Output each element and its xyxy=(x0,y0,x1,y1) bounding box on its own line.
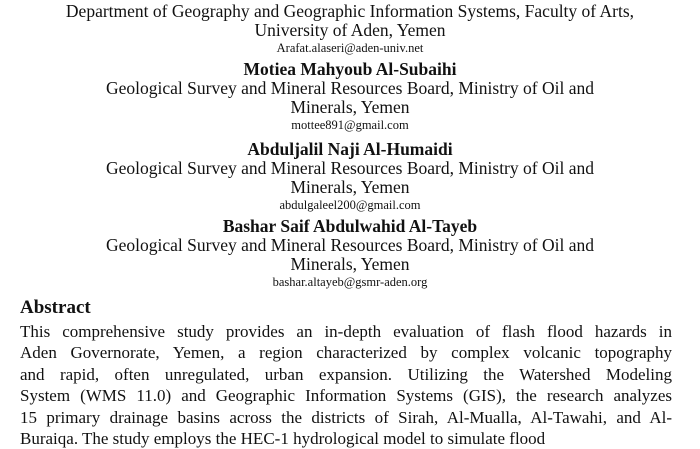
abstract-line: 15 primary drainage basins across the districts of Sirah, Al-Mualla, Al-Tawahi, and Al- xyxy=(20,407,672,427)
affiliation-block-4 xyxy=(0,216,700,289)
author-name: Abduljalil Naji Al-Humaidi xyxy=(247,139,453,159)
affiliation-line: Department of Geography and Geographic Information Systems, Faculty of Arts, xyxy=(65,1,635,21)
abstract-line: and rapid, often unregulated, urban expansion. Utilizing the Watershed Modeling xyxy=(20,364,672,384)
affiliation-block-1 xyxy=(0,2,700,55)
affiliation-line: Minerals, Yemen xyxy=(290,254,410,274)
abstract-line: System (WMS 11.0) and Geographic Information Systems (GIS), the research analyzes xyxy=(20,386,672,406)
affiliation-line: University of Aden, Yemen xyxy=(254,20,446,40)
author-name: Bashar Saif Abdulwahid Al-Tayeb xyxy=(222,216,478,236)
affiliation-block-3 xyxy=(0,139,700,212)
affiliation-line: Geological Survey and Mineral Resources Board, Ministry of Oil and xyxy=(106,78,594,98)
author-email[interactable]: abdulgaleel200@gmail.com xyxy=(279,198,421,212)
abstract-line: Aden Governorate, Yemen, a region characterized by complex volcanic topography xyxy=(20,343,672,363)
author-email[interactable]: bashar.altayeb@gsmr-aden.org xyxy=(272,275,428,289)
abstract-line: Buraiqa. The study employs the HEC-1 hydrological model to simulate flood xyxy=(20,428,546,448)
affiliation-line: Minerals, Yemen xyxy=(290,97,410,117)
abstract-heading: Abstract xyxy=(20,297,91,318)
abstract-body xyxy=(20,321,672,449)
affiliation-line: Geological Survey and Mineral Resources Board, Ministry of Oil and xyxy=(106,158,594,178)
author-name: Motiea Mahyoub Al-Subaihi xyxy=(243,59,457,79)
affiliation-line: Geological Survey and Mineral Resources Board, Ministry of Oil and xyxy=(106,235,594,255)
author-email[interactable]: mottee891@gmail.com xyxy=(291,118,409,132)
author-email[interactable]: Arafat.alaseri@aden-univ.net xyxy=(276,41,424,55)
affiliation-line: Minerals, Yemen xyxy=(290,177,410,197)
affiliation-block-2 xyxy=(0,59,700,132)
abstract-line: This comprehensive study provides an in-depth evaluation of flash flood hazards in xyxy=(20,322,672,341)
